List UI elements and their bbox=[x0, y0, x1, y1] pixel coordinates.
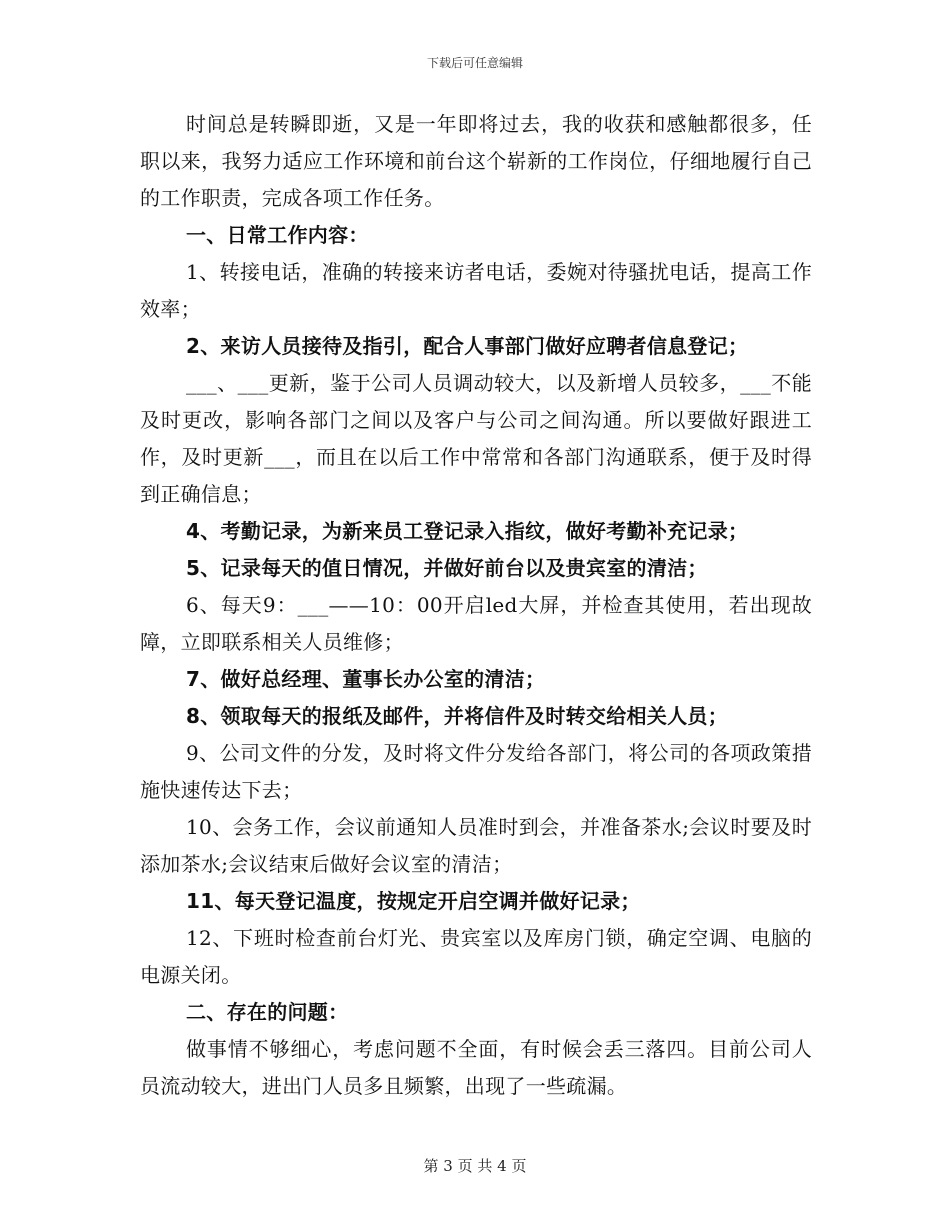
list-item-2: 2、来访人员接待及指引，配合人事部门做好应聘者信息登记； bbox=[186, 334, 749, 358]
paragraph-intro: 时间总是转瞬即逝，又是一年即将过去，我的收获和感触都很多，任职以来，我努力适应工作环境和前台这个崭新的工作岗位，仔细地履行自己的工作职责，完成各项工作任务。 bbox=[140, 112, 812, 210]
list-item-8: 8、领取每天的报纸及邮件，并将信件及时转交给相关人员； bbox=[186, 704, 729, 728]
list-item-4: 4、考勤记录，为新来员工登记录入指纹，做好考勤补充记录； bbox=[186, 519, 749, 543]
list-item-6: 6、每天9：___——10：00开启led大屏，并检查其使用，若出现故障，立即联系相关人员维修； bbox=[140, 593, 812, 654]
list-item-9: 9、公司文件的分发，及时将文件分发给各部门，将公司的各项政策措施快速传达下去； bbox=[140, 741, 812, 802]
document-body bbox=[140, 106, 812, 1105]
section-heading-daily-work: 一、日常工作内容： bbox=[186, 223, 369, 247]
list-item-7: 7、做好总经理、董事长办公室的清洁； bbox=[186, 667, 546, 691]
list-item-3: ___、___更新，鉴于公司人员调动较大，以及新增人员较多，___不能及时更改，影响各部门之间以及客户与公司之间沟通。所以要做好跟进工作，及时更新___，而且在以后工作中常常和各部门沟通联系，便于及时得到正确信息； bbox=[140, 371, 812, 506]
section-heading-problems: 二、存在的问题： bbox=[186, 1000, 349, 1024]
paragraph-problems: 做事情不够细心，考虑问题不全面，有时候会丢三落四。目前公司人员流动较大，进出门人员多且频繁，出现了一些疏漏。 bbox=[140, 1037, 812, 1098]
list-item-11: 11、每天登记温度，按规定开启空调并做好记录； bbox=[186, 889, 641, 913]
page-footer: 第 3 页 共 4 页 bbox=[423, 1157, 527, 1175]
list-item-10: 10、会务工作，会议前通知人员准时到会，并准备茶水;会议时要及时添加茶水;会议结束后做好会议室的清洁； bbox=[140, 815, 812, 876]
list-item-5: 5、记录每天的值日情况，并做好前台以及贵宾室的清洁； bbox=[186, 556, 708, 580]
list-item-12: 12、下班时检查前台灯光、贵宾室以及库房门锁，确定空调、电脑的电源关闭。 bbox=[140, 926, 812, 987]
list-item-1: 1、转接电话，准确的转接来访者电话，委婉对待骚扰电话，提高工作效率； bbox=[140, 260, 812, 321]
page-header: 下载后可任意编辑 bbox=[426, 56, 523, 70]
